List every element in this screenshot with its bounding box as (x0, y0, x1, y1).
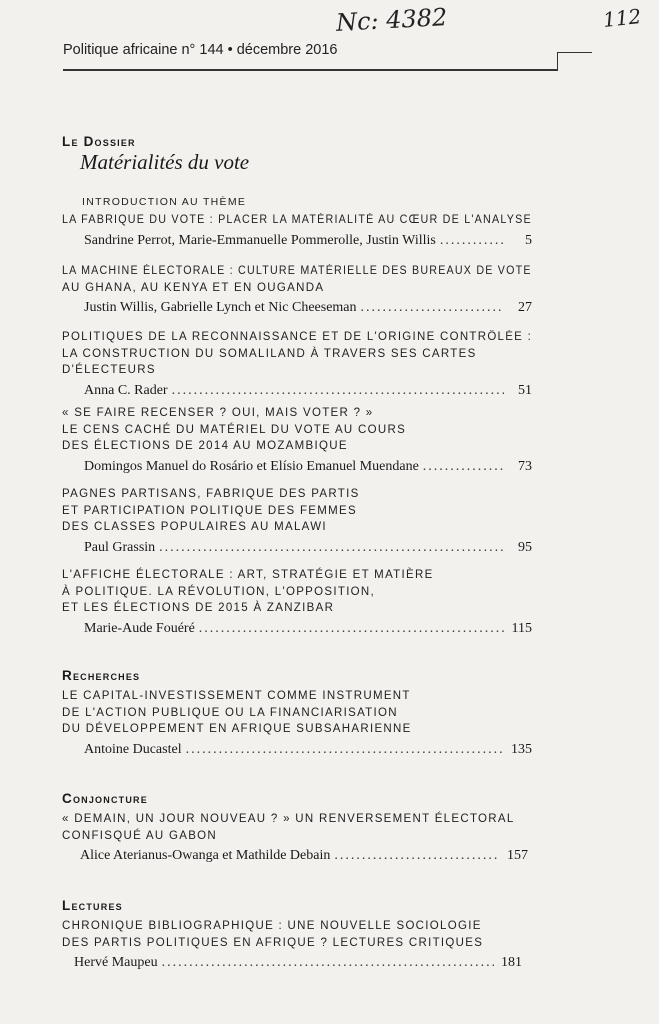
shelf-mark-annotation: Nc: 4382 (335, 3, 448, 37)
conjoncture-section-label: Conjoncture (62, 791, 148, 806)
article-title-line: DES CLASSES POPULAIRES AU MALAWI (62, 521, 327, 533)
toc-entry (62, 918, 532, 971)
article-title-line: LA FABRIQUE DU VOTE : PLACER LA MATÉRIALITÉ AU CŒUR DE L'ANALYSE (62, 214, 532, 226)
leader-dots (423, 459, 504, 475)
leader-dots (334, 848, 500, 864)
toc-entry-byline (74, 955, 522, 971)
leader-dots (159, 540, 504, 556)
article-title-line: DE L'ACTION PUBLIQUE OU LA FINANCIARISATION (62, 706, 398, 719)
article-title-line: AU GHANA, AU KENYA ET EN OUGANDA (62, 281, 325, 294)
show-through-texture-2 (290, 150, 316, 180)
intro-label: INTRODUCTION AU THÈME (82, 196, 247, 208)
header-corner-rule (557, 52, 592, 71)
toc-entry (62, 567, 532, 637)
leader-dots (440, 233, 504, 249)
leader-dots (172, 383, 504, 399)
recherches-section-label: Recherches (62, 668, 141, 683)
dossier-section-label: Le Dossier (62, 134, 136, 149)
corner-mark-annotation: 112 (601, 4, 643, 32)
toc-entry-byline (84, 300, 532, 316)
article-authors: Justin Willis, Gabrielle Lynch et Nic Cheeseman (84, 300, 357, 315)
article-title-line: L'AFFICHE ÉLECTORALE : ART, STRATÉGIE ET MATIÈRE (62, 569, 434, 581)
toc-entry (62, 688, 532, 758)
page-number: 157 (507, 848, 528, 863)
leader-dots (361, 300, 504, 316)
toc-entry-byline (84, 459, 532, 475)
page-number: 95 (518, 539, 532, 555)
article-title-line: « DEMAIN, UN JOUR NOUVEAU ? » UN RENVERSEMENT ÉLECTORAL (62, 813, 515, 825)
page-number: 5 (525, 232, 532, 248)
page-number: 51 (518, 382, 532, 398)
header-rule (63, 69, 557, 71)
article-title-line: « SE FAIRE RECENSER ? OUI, MAIS VOTER ? » (62, 407, 374, 419)
page-number: 115 (511, 620, 532, 636)
lectures-section-label: Lectures (62, 898, 123, 913)
article-title-line: CHRONIQUE BIBLIOGRAPHIQUE : UNE NOUVELLE SOCIOLOGIE (62, 920, 482, 932)
journal-header: Politique africaine n° 144 • décembre 2016 (63, 42, 338, 58)
toc-entry (62, 212, 532, 249)
article-authors: Paul Grassin (84, 539, 156, 555)
article-authors: Marie-Aude Fouéré (84, 620, 195, 636)
leader-dots (162, 955, 494, 971)
article-title-line: LE CENS CACHÉ DU MATÉRIEL DU VOTE AU COURS (62, 423, 407, 436)
article-authors: Anna C. Rader (84, 382, 168, 398)
page-number: 73 (518, 458, 532, 474)
toc-entry-byline (84, 540, 532, 556)
article-title-line: D'ÉLECTEURS (62, 364, 156, 376)
article-authors: Sandrine Perrot, Marie-Emmanuelle Pommerolle, Justin Willis (84, 232, 436, 248)
article-title-line: ET PARTICIPATION POLITIQUE DES FEMMES (62, 504, 357, 517)
article-title-line: LA MACHINE ÉLECTORALE : CULTURE MATÉRIELLE DES BUREAUX DE VOTE (62, 265, 532, 277)
article-title-line: ET LES ÉLECTIONS DE 2015 À ZANZIBAR (62, 602, 335, 614)
article-authors: Antoine Ducastel (84, 741, 182, 757)
article-title-line: CONFISQUÉ AU GABON (62, 829, 218, 842)
article-authors: Domingos Manuel do Rosário et Elísio Emanuel Muendane (84, 458, 419, 474)
toc-entry (62, 263, 532, 316)
toc-entry (62, 811, 532, 864)
article-title-line: DU DÉVELOPPEMENT EN AFRIQUE SUBSAHARIENNE (62, 723, 412, 735)
leader-dots (186, 742, 504, 758)
article-title-line: DES ÉLECTIONS DE 2014 AU MOZAMBIQUE (62, 440, 348, 452)
toc-entry (62, 329, 532, 399)
page-number: 135 (511, 741, 532, 757)
article-title-line: À POLITIQUE. LA RÉVOLUTION, L'OPPOSITION, (62, 585, 376, 598)
article-title-line: LA CONSTRUCTION DU SOMALILAND À TRAVERS SES CARTES (62, 347, 477, 360)
page-number: 181 (501, 955, 522, 970)
toc-entry-byline (84, 621, 532, 637)
toc-entry-byline (84, 742, 532, 758)
article-title-line: DES PARTIS POLITIQUES EN AFRIQUE ? LECTURES CRITIQUES (62, 936, 484, 949)
toc-entry (62, 405, 532, 475)
dossier-title: Matérialités du vote (80, 150, 250, 174)
toc-entry-byline (80, 848, 528, 864)
dossier-intro (62, 194, 532, 211)
leader-dots (199, 621, 504, 637)
article-title-line: POLITIQUES DE LA RECONNAISSANCE ET DE L'ORIGINE CONTRÔLÉE : (62, 331, 533, 343)
article-title-line: LE CAPITAL-INVESTISSEMENT COMME INSTRUMENT (62, 690, 411, 702)
article-authors: Alice Aterianus-Owanga et Mathilde Debain (80, 848, 331, 863)
toc-entry (62, 486, 532, 556)
toc-entry-byline (84, 383, 532, 399)
show-through-texture (60, 78, 74, 94)
article-title-line: PAGNES PARTISANS, FABRIQUE DES PARTIS (62, 488, 360, 500)
toc-entry-byline (84, 233, 532, 249)
page-number: 27 (518, 300, 532, 315)
article-authors: Hervé Maupeu (74, 955, 158, 970)
